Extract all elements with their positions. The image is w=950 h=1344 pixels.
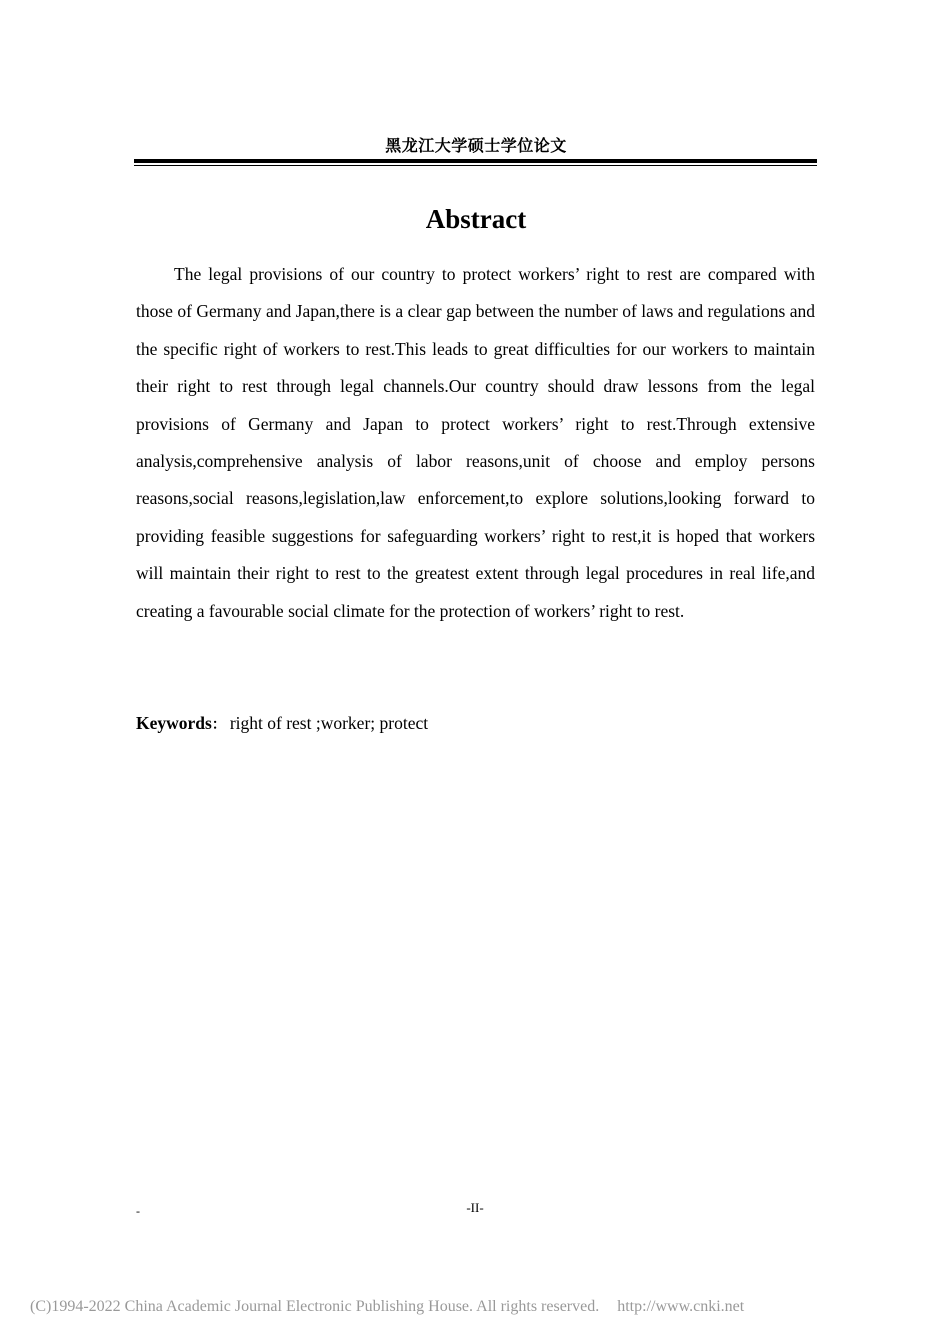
keywords-values: right of rest ;worker; protect	[229, 713, 429, 733]
page-title: Abstract	[425, 204, 527, 234]
keywords-label: Keywords	[136, 713, 212, 733]
copyright-url: http://www.cnki.net	[617, 1298, 745, 1315]
copyright-text: (C)1994-2022 China Academic Journal Electronic Publishing House. All rights reserved.	[30, 1298, 600, 1315]
copyright-watermark	[30, 1296, 744, 1318]
keywords-colon: ：	[211, 717, 226, 733]
keywords-line	[136, 708, 428, 740]
page-number: -II-	[466, 1200, 484, 1215]
running-header: 黑龙江大学硕士学位论文	[385, 136, 567, 155]
header-rule-thin	[134, 165, 817, 166]
footer-dash: -	[136, 1204, 140, 1218]
header-rule-thick	[134, 159, 817, 163]
abstract-paragraph: The legal provisions of our country to protect workers’ right to rest are compared with those of Germany and Japan,there is a clear gap between the number of laws and regulations and the specific right of workers to rest.This leads to great difficulties for our workers to maintain their right to rest through legal channels.Our country should draw lessons from the legal provisions of Germany and Japan to protect workers’ right to rest.Through extensive analysis,comprehensive analysis of labor reasons,unit of choose and employ persons reasons,social reasons,legislation,law enforcement,to explore solutions,looking forward to providing feasible suggestions for safeguarding workers’ right to rest,it is hoped that workers will maintain their right to rest to the greatest extent through legal procedures in real life,and creating a favourable social climate for the protection of workers’ right to rest.	[136, 264, 815, 621]
